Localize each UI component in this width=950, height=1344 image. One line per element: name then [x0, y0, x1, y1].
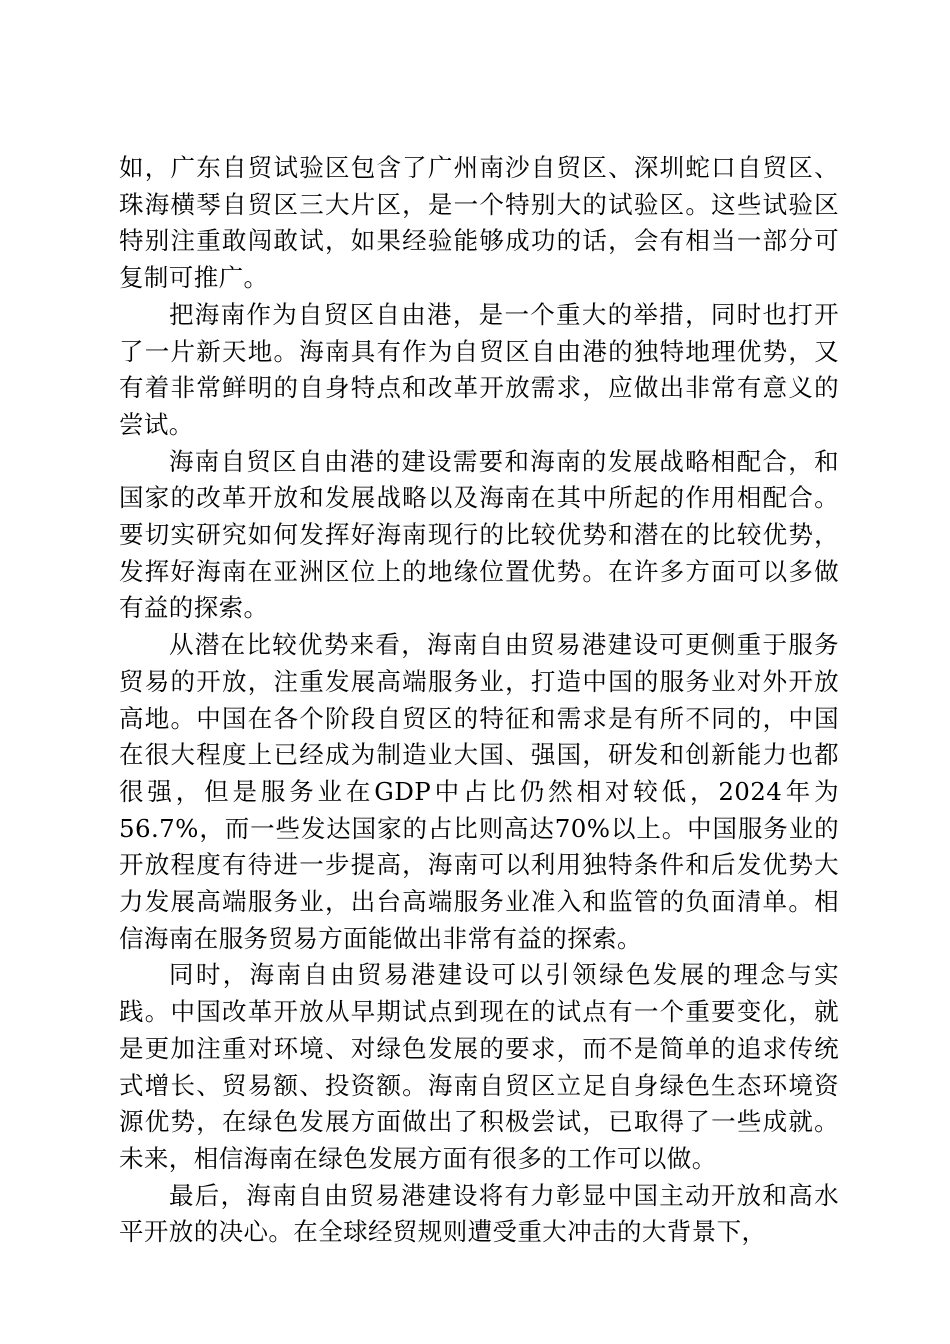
paragraph-service-trade: 从潜在比较优势来看，海南自由贸易港建设可更侧重于服务贸易的开放，注重发展高端服务业，打造中国的服务业对外开放高地。中国在各个阶段自贸区的特征和需求是有所不同的，中国在很大程度上已经成为制造业大国、强国，研发和创新能力也都很强，但是服务业在GDP中占比仍然相对较低，2024年为56.7%，而一些发达国家的占比则高达70%以上。中国服务业的开放程度有待进一步提高，海南可以利用独特条件和后发优势大力发展高端服务业，出台高端服务业准入和监管的负面清单。相信海南在服务贸易方面能做出非常有益的探索。 [119, 630, 839, 953]
article-body [119, 150, 839, 1251]
paragraph-opening-up: 最后，海南自由贸易港建设将有力彰显中国主动开放和高水平开放的决心。在全球经贸规则遭受重大冲击的大背景下， [119, 1180, 839, 1247]
paragraph-continued: 如，广东自贸试验区包含了广州南沙自贸区、深圳蛇口自贸区、珠海横琴自贸区三大片区，是一个特别大的试验区。这些试验区特别注重敢闯敢试，如果经验能够成功的话，会有相当一部分可复制可推广。 [119, 153, 839, 293]
paragraph-development-strategy: 海南自贸区自由港的建设需要和海南的发展战略相配合，和国家的改革开放和发展战略以及海南在其中所起的作用相配合。要切实研究如何发挥好海南现行的比较优势和潜在的比较优势，发挥好海南在亚洲区位上的地缘位置优势。在许多方面可以多做有益的探索。 [119, 446, 839, 623]
paragraph-green-development: 同时，海南自由贸易港建设可以引领绿色发展的理念与实践。中国改革开放从早期试点到现在的试点有一个重要变化，就是更加注重对环境、对绿色发展的要求，而不是简单的追求传统式增长、贸易额、投资额。海南自贸区立足自身绿色生态环境资源优势，在绿色发展方面做出了积极尝试，已取得了一些成就。未来，相信海南在绿色发展方面有很多的工作可以做。 [119, 960, 839, 1173]
paragraph-hainan-free-port: 把海南作为自贸区自由港，是一个重大的举措，同时也打开了一片新天地。海南具有作为自贸区自由港的独特地理优势，又有着非常鲜明的自身特点和改革开放需求，应做出非常有意义的尝试。 [119, 299, 839, 439]
